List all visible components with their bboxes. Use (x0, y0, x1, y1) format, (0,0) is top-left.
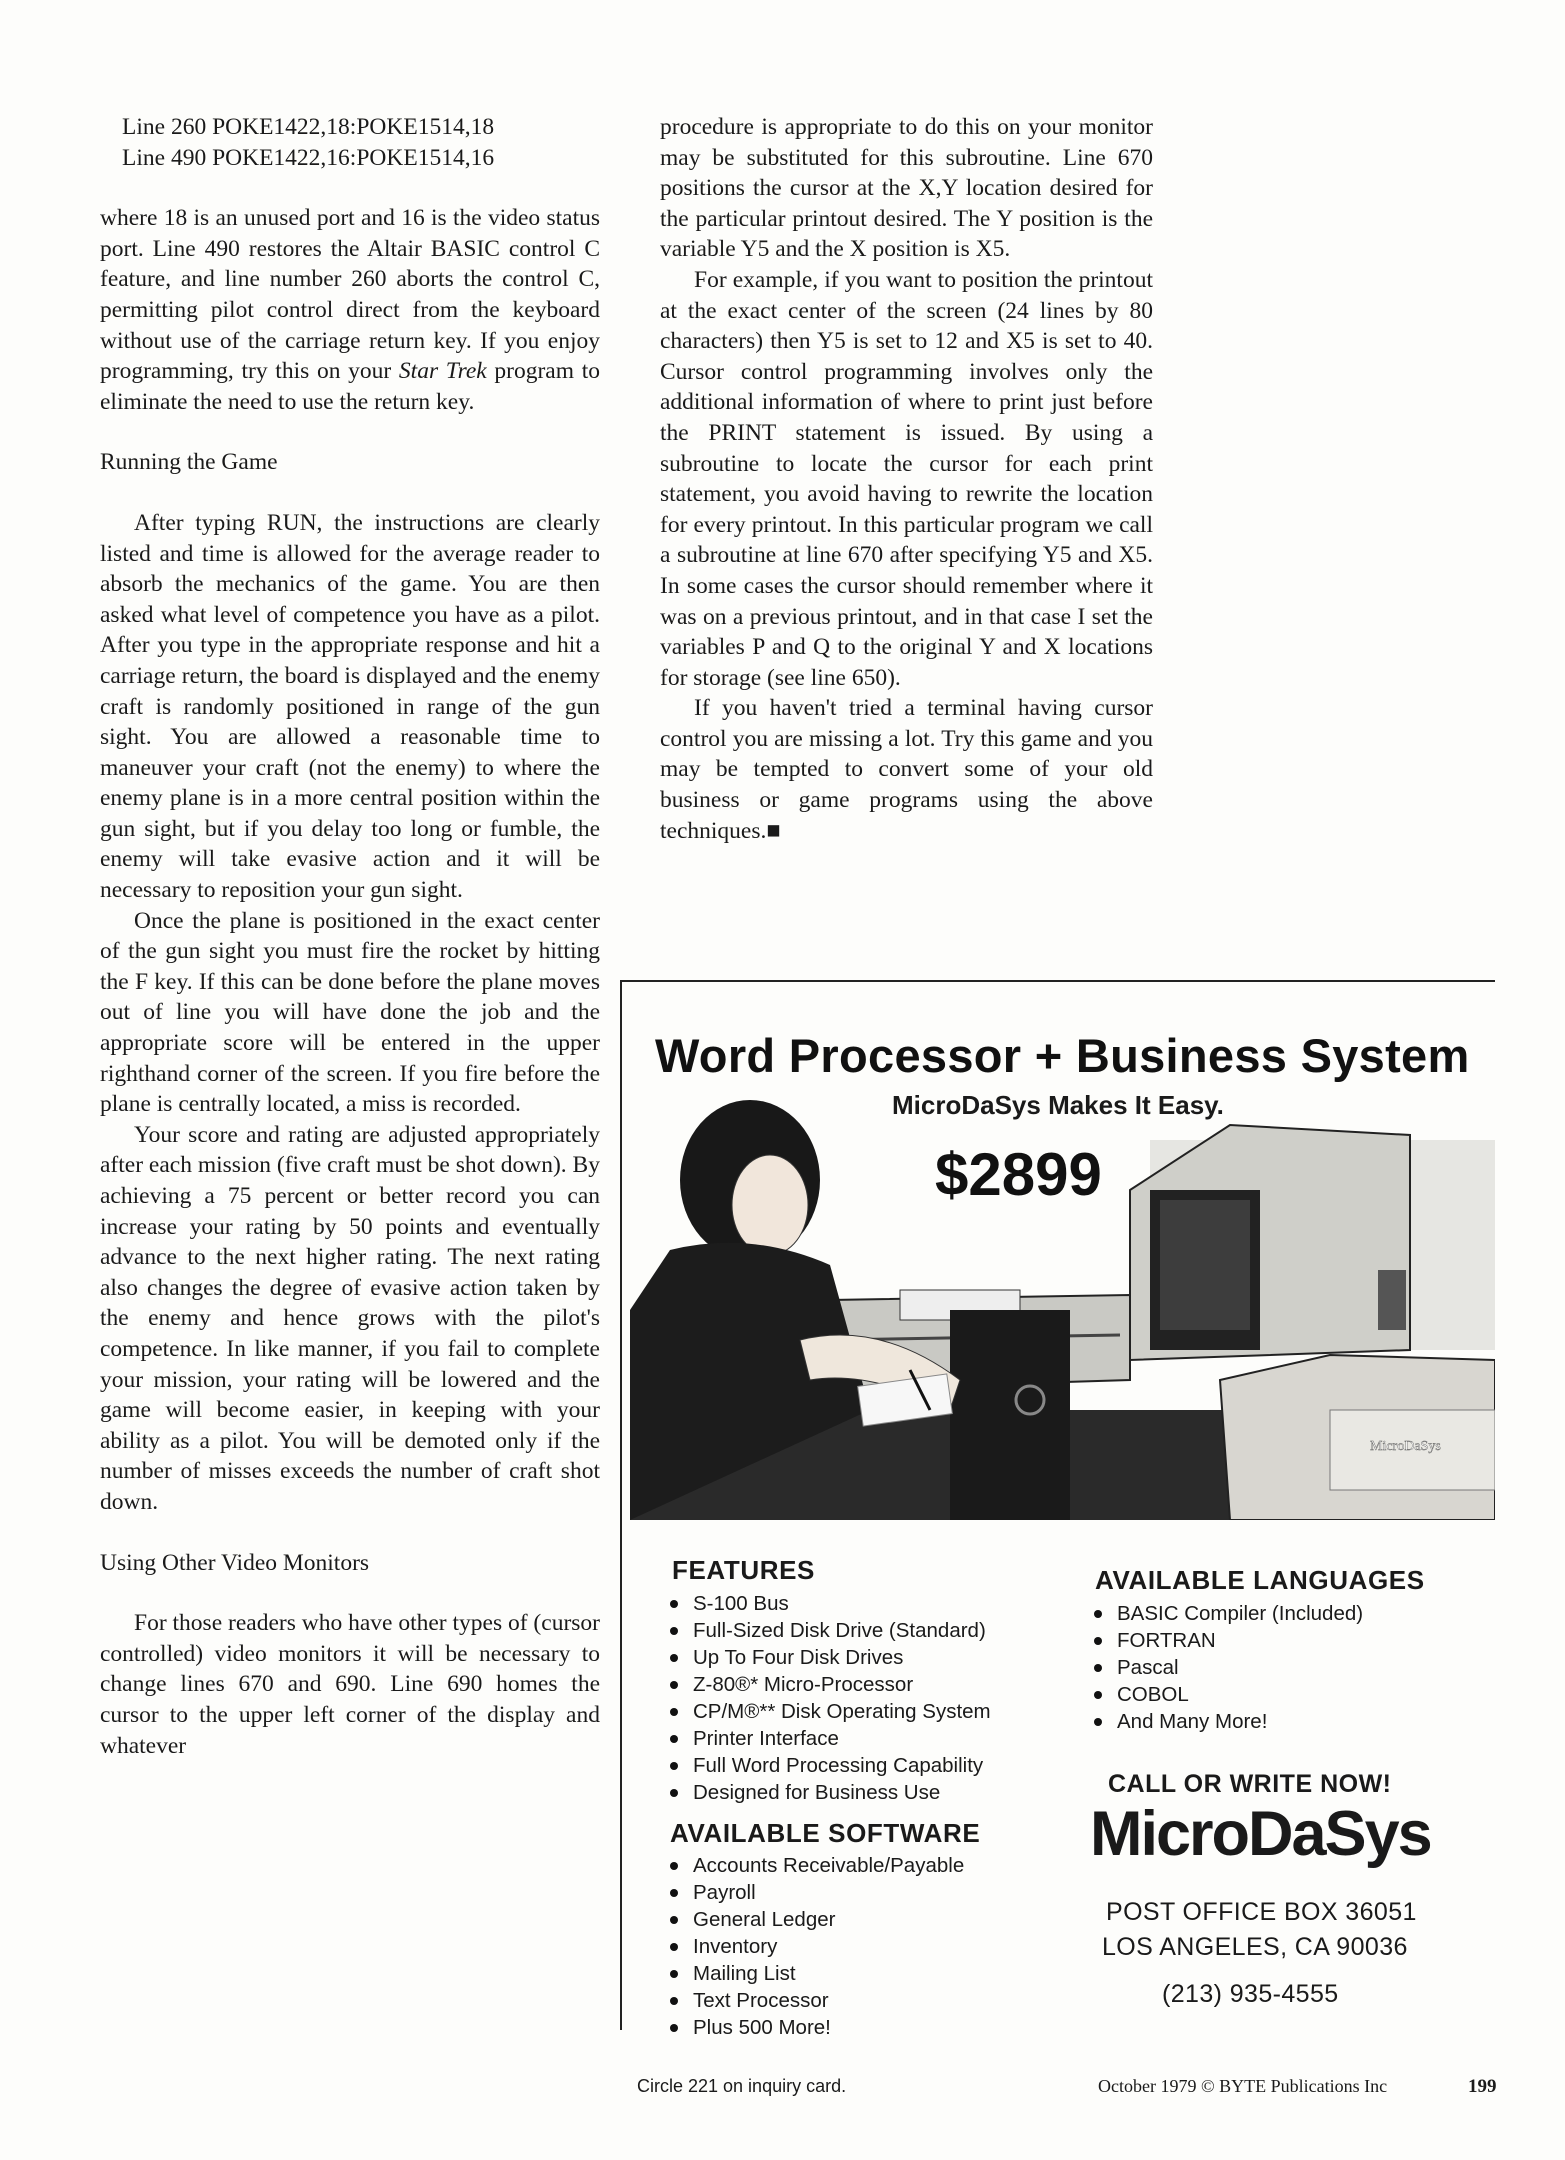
list-item: General Ledger (668, 1906, 964, 1933)
address-line: LOS ANGELES, CA 90036 (1102, 1933, 1408, 1961)
right-column (660, 112, 1153, 846)
code-line: Line 260 POKE1422,18:POKE1514,18 (122, 114, 495, 140)
list-item: FORTRAN (1092, 1627, 1363, 1654)
italic-title: Star Trek (398, 358, 487, 385)
body-paragraph: Your score and rating are adjusted appropriately after each mission (five craft must be shot down). By achieving a 75 percent or better record you can increase your rating by 50 points and eventually advance to the next higher rating. The next rating also changes the degree of evasive action taken by the enemy and hence grows with the pilot's competence. In like manner, if you fail to complete your mission, your rating will be lowered and the game will become easier, in keeping with your ability as a pilot. You will be demoted only if the number of misses exceeds the number of craft shot down. (100, 1121, 600, 1515)
list-item: S-100 Bus (668, 1590, 991, 1617)
section-heading: Running the Game (100, 449, 278, 476)
languages-title: AVAILABLE LANGUAGES (1095, 1565, 1425, 1595)
ad-price: $2899 (935, 1141, 1102, 1208)
section-heading: Using Other Video Monitors (100, 1549, 370, 1576)
list-item: Payroll (668, 1879, 964, 1906)
ad-top-rule (620, 980, 1495, 982)
end-mark: ■ (766, 817, 781, 844)
list-item: Printer Interface (668, 1725, 991, 1752)
list-item: Full-Sized Disk Drive (Standard) (668, 1617, 991, 1644)
list-item: Z-80®* Micro-Processor (668, 1671, 991, 1698)
list-item: Designed for Business Use (668, 1779, 991, 1806)
list-item: BASIC Compiler (Included) (1092, 1600, 1363, 1627)
software-title: AVAILABLE SOFTWARE (670, 1818, 981, 1848)
list-item: And Many More! (1092, 1708, 1363, 1735)
list-item: Full Word Processing Capability (668, 1752, 991, 1779)
inquiry-note: Circle 221 on inquiry card. (637, 2076, 847, 2096)
code-line: Line 490 POKE1422,16:POKE1514,16 (122, 144, 495, 171)
body-paragraph: If you haven't tried a terminal having cursor control you are missing a lot. Try this game and you may be tempted to convert some of your old business or game programs using the above techniques.■ (660, 695, 1153, 844)
publication-line: October 1979 © BYTE Publications Inc (1098, 2076, 1388, 2096)
body-paragraph: procedure is appropriate to do this on your monitor may be substituted for this subroutine. Line 670 positions the cursor at the X,Y location desired for the particular printout desired. The Y position is the variable Y5 and the X position is X5. (660, 114, 1153, 263)
list-item: Up To Four Disk Drives (668, 1644, 991, 1671)
machine-label: MicroDaSys (1370, 1439, 1441, 1454)
list-item: Mailing List (668, 1960, 964, 1987)
company-logo: MicroDaSys (1090, 1799, 1431, 1869)
list-item: Text Processor (668, 1987, 964, 2014)
left-column (100, 112, 600, 1761)
ad-subheadline: MicroDaSys Makes It Easy. (892, 1090, 1224, 1120)
body-paragraph: where 18 is an unused port and 16 is the video status port. Line 490 restores the Altair BASIC control C feature, and line number 260 aborts the control C, permitting pilot control direct from the keyboard without use of the carriage return key. If you enjoy programming, try this on your Star Trek program to eliminate the need to use the return key. (100, 205, 600, 415)
body-paragraph: After typing RUN, the instructions are clearly listed and time is allowed for the average reader to absorb the mechanics of the game. You are then asked what level of competence you have as a pilot. After you type in the appropriate response and hit a carriage return, the board is displayed and the enemy craft is randomly positioned in range of the gun sight. You are allowed a reasonable time to maneuver your craft (not the enemy) to where the enemy plane is in a more central position within the gun sight, but if you delay too long or fumble, the enemy will take evasive action and it will be necessary to reposition your gun sight. (100, 509, 600, 904)
body-paragraph: For those readers who have other types of (cursor controlled) video monitors it will be necessary to change lines 670 and 690. Line 690 homes the cursor to the upper left corner of the display and whatever (100, 1610, 600, 1759)
address-line: POST OFFICE BOX 36051 (1106, 1898, 1417, 1926)
body-paragraph: For example, if you want to position the printout at the exact center of the screen (24 lines by 80 characters) then Y5 is set to 12 and X5 is set to 40. Cursor control programming involves only the additional information of where to print just before the PRINT statement is issued. By using a subroutine to locate the cursor for each print statement, you avoid having to rewrite the location for every printout. In this particular program we call a subroutine at line 670 after specifying Y5 and X5. In some cases the cursor should remember where it was on a previous printout, and in that case I set the variables P and Q to the original Y and X locations for storage (see line 650). (660, 266, 1153, 691)
list-item: Pascal (1092, 1654, 1363, 1681)
software-list (668, 1852, 964, 2041)
features-list (668, 1590, 991, 1806)
list-item: CP/M®** Disk Operating System (668, 1698, 991, 1725)
list-item: Plus 500 More! (668, 2014, 964, 2041)
languages-list (1092, 1600, 1363, 1735)
phone-number: (213) 935-4555 (1162, 1980, 1339, 2008)
ad-left-rule (620, 980, 622, 2030)
call-to-action: CALL OR WRITE NOW! (1108, 1770, 1392, 1798)
body-paragraph: Once the plane is positioned in the exact center of the gun sight you must fire the rocket by hitting the F key. If this can be done before the plane moves out of line you will have done the job and the appropriate score will be entered in the upper righthand corner of the screen. If you fire before the plane is centrally located, a miss is recorded. (100, 907, 600, 1118)
list-item: COBOL (1092, 1681, 1363, 1708)
list-item: Accounts Receivable/Payable (668, 1852, 964, 1879)
ad-headline: Word Processor + Business System (655, 1029, 1470, 1082)
page-number: 199 (1468, 2076, 1497, 2097)
list-item: Inventory (668, 1933, 964, 1960)
advertisement (620, 980, 1495, 2040)
features-title: FEATURES (672, 1555, 815, 1585)
